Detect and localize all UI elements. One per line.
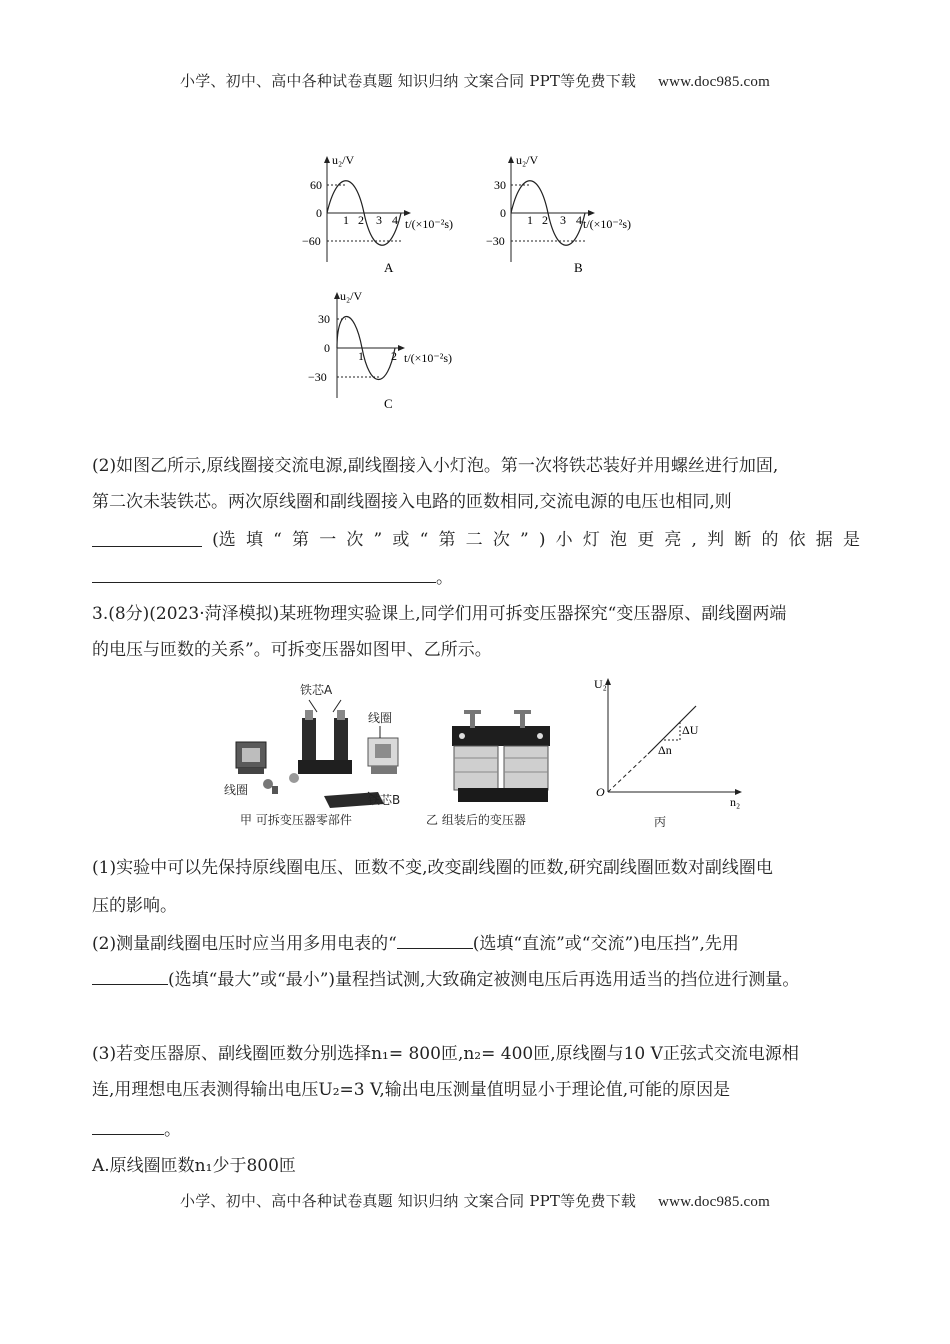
label-core-a: 铁芯A: [300, 683, 333, 697]
graph-b-tick-2: 2: [542, 213, 548, 227]
q2-p2-char: 第: [438, 530, 456, 550]
graph-c-label: C: [384, 396, 393, 411]
figure-yi-assembled: [426, 710, 550, 827]
graph-a-tick-3: 3: [376, 213, 382, 227]
q3-p3-end: 。: [164, 1120, 181, 1140]
q3-p3-line3: [92, 1118, 860, 1140]
bing-origin: O: [596, 785, 605, 799]
q2-p2-char: ,: [691, 530, 697, 550]
q2-p2-char: 是: [842, 530, 860, 550]
page-header: [0, 70, 950, 91]
q2-p2-char: 一: [319, 530, 337, 550]
q2-p2-line4: [92, 566, 860, 588]
graph-b-tick-4: 4: [576, 213, 582, 227]
q2-p2-char: 灯: [582, 530, 600, 550]
q2-p2-char: (选: [212, 530, 236, 550]
label-coil-1: 线圈: [368, 711, 393, 725]
q3-p2-line1: [92, 932, 860, 954]
q3-intro-line2: 的电压与匝数的关系”。可拆变压器如图甲、乙所示。: [92, 640, 492, 660]
q2-p2-line3: [92, 530, 860, 550]
q2-p2-char: 断: [734, 530, 752, 550]
q2-p2-char: 填: [245, 530, 263, 550]
graph-b-ylabel: u₂/V: [516, 153, 539, 167]
q2-p2-char: 泡: [610, 530, 628, 550]
answer-blank-1[interactable]: [92, 530, 202, 547]
q2-p2-char: ”: [373, 530, 383, 550]
graph-c-xlabel: t/(×10⁻²s): [404, 351, 453, 365]
graph-c-peak: 30: [318, 312, 330, 326]
q3-option-a[interactable]: A.原线圈匝数n₁少于800匝: [92, 1156, 296, 1176]
figure-bing-graph: [594, 677, 742, 829]
q2-p2-line1: (2)如图乙所示,原线圈接交流电源,副线圈接入小灯泡。第一次将铁芯装好并用螺丝进行加固,: [92, 456, 779, 476]
q2-p2-char: 次: [346, 530, 364, 550]
graph-c: [300, 288, 500, 420]
graph-c-trough: −30: [308, 370, 327, 384]
caption-bing: 丙: [654, 815, 667, 829]
graph-a-trough: −60: [302, 234, 321, 248]
q3-p1-line1: (1)实验中可以先保持原线圈电压、匝数不变,改变副线圈的匝数,研究副线圈匝数对副线圈电: [92, 858, 773, 878]
footer-text: 小学、初中、高中各种试卷真题 知识归纳 文案合同 PPT等免费下载: [180, 1192, 637, 1210]
graph-a-label: A: [384, 260, 394, 275]
caption-yi: 乙 组装后的变压器: [426, 813, 526, 827]
graph-c-ylabel: u₂/V: [340, 289, 363, 303]
q2-p2-char: “: [273, 530, 282, 550]
q2-p2-end: 。: [436, 568, 453, 588]
bing-y-label: U₂: [594, 677, 607, 691]
label-core-b: 铁芯B: [368, 793, 401, 807]
q2-p2-char: “: [419, 530, 429, 550]
q3-p3-line2: 连,用理想电压表测得输出电压U₂=3 V,输出电压测量值明显小于理论值,可能的原因是: [92, 1080, 731, 1100]
q3-p2-text-a: (2)测量副线圈电压时应当用多用电表的“: [92, 934, 397, 954]
bing-delta-n: Δn: [658, 743, 672, 757]
label-coil-2: 线圈: [224, 783, 249, 797]
q2-p2-char: ”: [519, 530, 529, 550]
answer-blank-2[interactable]: [92, 566, 436, 583]
q2-p2-char: ): [538, 530, 546, 550]
q3-figure: [218, 674, 758, 838]
q3-intro-line1: 3.(8分)(2023·菏泽模拟)某班物理实验课上,同学们用可拆变压器探究“变压器原、副线圈两端: [92, 604, 787, 624]
graph-a-xlabel: t/(×10⁻²s): [405, 217, 454, 231]
footer-url: www.doc985.com: [658, 1194, 770, 1210]
header-url: www.doc985.com: [658, 74, 770, 90]
graph-b-peak: 30: [494, 178, 506, 192]
graph-a-ylabel: u₂/V: [332, 153, 355, 167]
graph-b-trough: −30: [486, 234, 505, 248]
q3-p2-line2: [92, 968, 892, 990]
graph-b-tick-3: 3: [560, 213, 566, 227]
answer-blank-5[interactable]: [92, 1118, 164, 1135]
q3-p2-text-b: (选填“直流”或“交流”)电压挡”,先用: [472, 934, 739, 954]
graph-b-tick-1: 1: [527, 213, 533, 227]
q3-p3-line1: (3)若变压器原、副线圈匝数分别选择n₁= 800匝,n₂= 400匝,原线圈与10 V正弦式交流电源相: [92, 1044, 799, 1064]
q3-p2-text-c: (选填“最大”或“最小”)量程挡试测,大致确定被测电压后再选用适当的挡位进行测量。: [168, 970, 800, 990]
q2-p2-char: 二: [465, 530, 483, 550]
graph-b: [484, 152, 654, 281]
q2-p2-char: 依: [788, 530, 806, 550]
page-footer: [0, 1190, 950, 1211]
graph-b-label: B: [574, 260, 583, 275]
bing-x-label: n₂: [730, 795, 741, 809]
q2-p2-char: 小: [555, 530, 573, 550]
graph-a-tick-1: 1: [343, 213, 349, 227]
q3-p1-line2: 压的影响。: [92, 896, 177, 916]
graph-a-tick-4: 4: [392, 213, 398, 227]
q2-p2-char: 次: [492, 530, 510, 550]
q2-p2-char: 判: [707, 530, 725, 550]
q2-p2-char: 或: [392, 530, 410, 550]
q2-p2-line2: 第二次未装铁芯。两次原线圈和副线圈接入电路的匝数相同,交流电源的电压也相同,则: [92, 492, 732, 512]
answer-blank-3[interactable]: [397, 932, 473, 949]
figure-jia-parts: [224, 682, 400, 827]
graph-c-tick-2: 2: [391, 349, 397, 363]
q2-p2-char: 的: [761, 530, 779, 550]
q2-p2-char: 第: [292, 530, 310, 550]
header-text: 小学、初中、高中各种试卷真题 知识归纳 文案合同 PPT等免费下载: [180, 72, 637, 90]
graph-a-zero: 0: [316, 206, 322, 220]
q2-p2-char: 更: [637, 530, 655, 550]
bing-delta-u: ΔU: [682, 723, 699, 737]
graph-c-zero: 0: [324, 341, 330, 355]
q2-p2-char: 亮: [664, 530, 682, 550]
graph-b-zero: 0: [500, 206, 506, 220]
graph-c-tick-1: 1: [358, 349, 364, 363]
graph-a-peak: 60: [310, 178, 322, 192]
graph-b-xlabel: t/(×10⁻²s): [583, 217, 632, 231]
answer-blank-4[interactable]: [92, 968, 168, 985]
q2-p2-char: 据: [815, 530, 833, 550]
caption-jia: 甲 可拆变压器零部件: [240, 813, 352, 827]
graph-a-tick-2: 2: [358, 213, 364, 227]
